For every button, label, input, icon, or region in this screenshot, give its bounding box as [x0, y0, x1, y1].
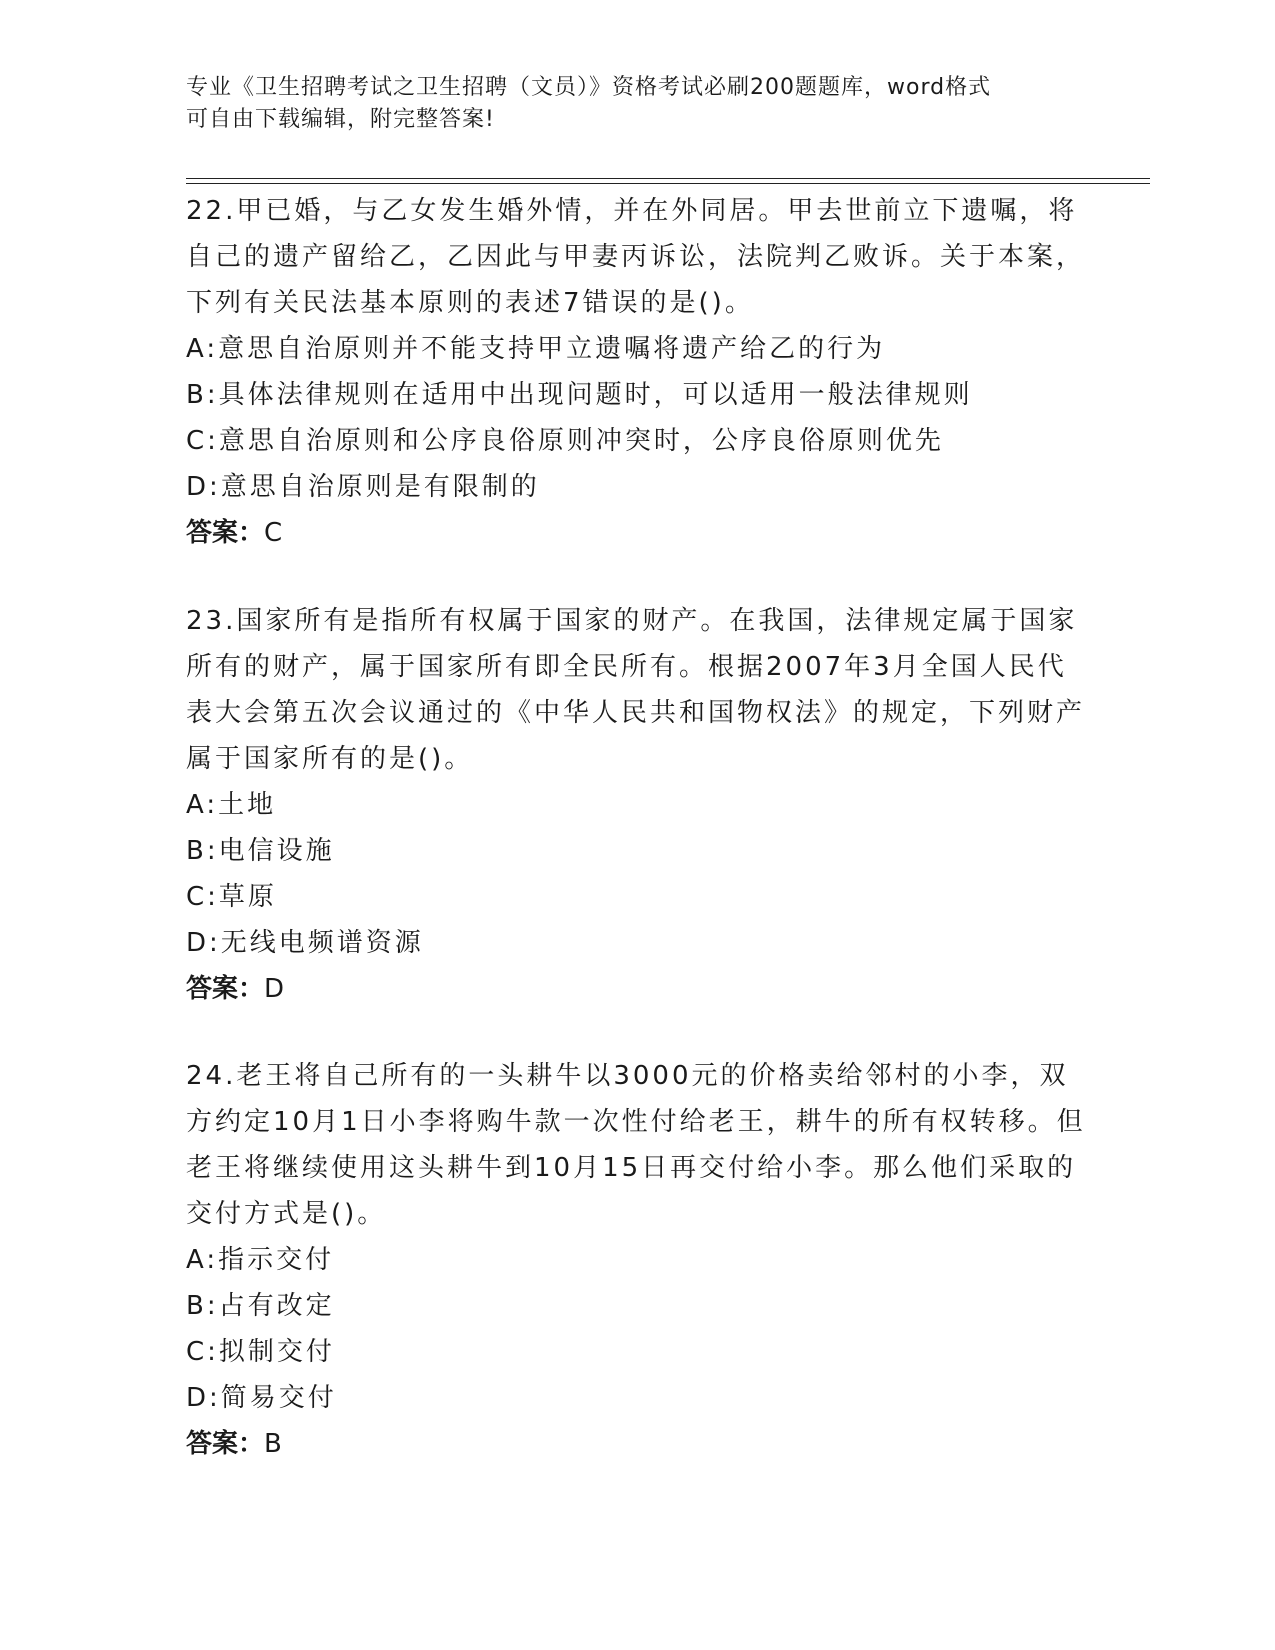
answer-line: [186, 966, 1086, 1012]
option-a: A:意思自治原则并不能支持甲立遗嘱将遗产给乙的行为: [186, 334, 886, 364]
header-line-2: 可自由下载编辑，附完整答案!: [186, 107, 495, 132]
option-d: D:无线电频谱资源: [186, 928, 424, 958]
answer-line: [186, 1421, 1086, 1467]
answer-value: B: [264, 1429, 282, 1459]
answer-label: 答案：: [186, 518, 265, 548]
question-24: [186, 1053, 1086, 1467]
question-23: [186, 598, 1086, 1012]
option-c: C:意思自治原则和公序良俗原则冲突时，公序良俗原则优先: [186, 426, 944, 456]
option-b: B:具体法律规则在适用中出现问题时，可以适用一般法律规则: [186, 380, 973, 410]
question-text: 23.国家所有是指所有权属于国家的财产。在我国，法律规定属于国家所有的财产，属于国家所有即全民所有。根据2007年3月全国人民代表大会第五次会议通过的《中华人民共和国物权法》的规定，下列财产属于国家所有的是()。: [186, 606, 1086, 774]
option-a: A:指示交付: [186, 1245, 335, 1275]
answer-value: D: [264, 974, 285, 1004]
option-c: C:草原: [186, 882, 277, 912]
header-line-1: 专业《卫生招聘考试之卫生招聘（文员）》资格考试必刷200题题库，word格式: [186, 75, 992, 100]
answer-label: 答案：: [186, 1429, 265, 1459]
question-text: 22.甲已婚，与乙女发生婚外情，并在外同居。甲去世前立下遗嘱，将自己的遗产留给乙，乙因此与甲妻丙诉讼，法院判乙败诉。关于本案，下列有关民法基本原则的表述7错误的是()。: [186, 196, 1086, 318]
option-b: B:占有改定: [186, 1291, 335, 1321]
header-divider-bottom: [186, 183, 1150, 184]
answer-label: 答案：: [186, 974, 265, 1004]
question-22: [186, 188, 1086, 556]
option-b: B:电信设施: [186, 836, 335, 866]
option-a: A:土地: [186, 790, 277, 820]
header-divider-top: [186, 178, 1150, 179]
document-header: [186, 72, 1086, 136]
answer-value: C: [264, 518, 283, 548]
option-d: D:简易交付: [186, 1383, 337, 1413]
option-d: D:意思自治原则是有限制的: [186, 472, 540, 502]
question-text: 24.老王将自己所有的一头耕牛以3000元的价格卖给邻村的小李，双方约定10月1日小李将购牛款一次性付给老王，耕牛的所有权转移。但老王将继续使用这头耕牛到10月15日再交付给小李。那么他们采取的交付方式是()。: [186, 1061, 1086, 1229]
answer-line: [186, 510, 1086, 556]
option-c: C:拟制交付: [186, 1337, 335, 1367]
